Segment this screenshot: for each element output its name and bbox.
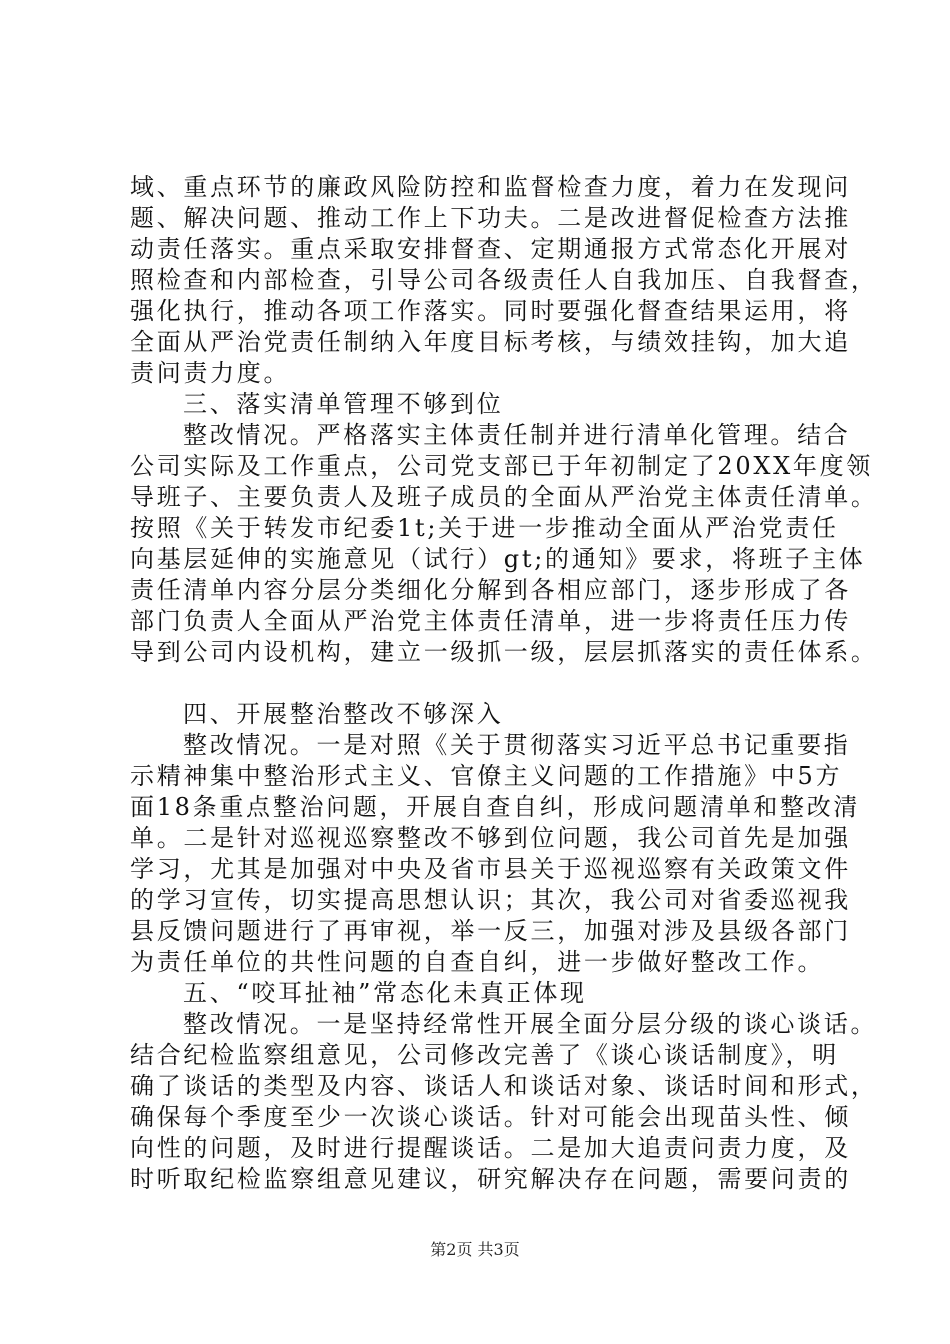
text-line: 部门负责人全面从严治党主体责任清单，进一步将责任压力传 — [130, 607, 851, 635]
text-line: 面18条重点整治问题，开展自查自纠，形成问题清单和整改清 — [130, 793, 861, 821]
text-line: 的学习宣传，切实提高思想认识；其次，我公司对省委巡视我 — [130, 886, 851, 914]
section-heading-5: 五、“咬耳扯袖”常态化未真正体现 — [183, 979, 587, 1007]
text-line: 责任清单内容分层分类细化分解到各相应部门，逐步形成了各 — [130, 576, 851, 604]
text-line: 导班子、主要负责人及班子成员的全面从严治党主体责任清单。 — [130, 483, 878, 511]
text-line: 域、重点环节的廉政风险防控和监督检查力度，着力在发现问 — [130, 173, 851, 201]
text-line: 强化执行，推动各项工作落实。同时要强化督查结果运用，将 — [130, 297, 851, 325]
page-number-footer: 第2页 共3页 — [430, 1240, 520, 1259]
text-line: 整改情况。一是坚持经常性开展全面分层分级的谈心谈话。 — [183, 1010, 878, 1038]
text-line: 整改情况。一是对照《关于贯彻落实习近平总书记重要指 — [183, 731, 851, 759]
text-line: 时听取纪检监察组意见建议，研究解决存在问题，需要问责的 — [130, 1165, 851, 1193]
text-line: 动责任落实。重点采取安排督查、定期通报方式常态化开展对 — [130, 235, 851, 263]
text-line: 整改情况。严格落实主体责任制并进行清单化管理。结合 — [183, 421, 851, 449]
text-line: 向性的问题，及时进行提醒谈话。二是加大追责问责力度，及 — [130, 1134, 851, 1162]
text-line: 公司实际及工作重点，公司党支部已于年初制定了20XX年度领 — [130, 452, 874, 480]
section-heading-3: 三、落实清单管理不够到位 — [183, 390, 504, 418]
text-line: 学习，尤其是加强对中央及省市县关于巡视巡察有关政策文件 — [130, 855, 851, 883]
blank-line — [130, 668, 830, 699]
text-line: 示精神集中整治形式主义、官僚主义问题的工作措施》中5方 — [130, 762, 843, 790]
text-line: 确了谈话的类型及内容、谈话人和谈话对象、谈话时间和形式， — [130, 1072, 878, 1100]
text-line: 确保每个季度至少一次谈心谈话。针对可能会出现苗头性、倾 — [130, 1103, 851, 1131]
text-line: 责问责力度。 — [130, 359, 291, 387]
text-line: 题、解决问题、推动工作上下功夫。二是改进督促检查方法推 — [130, 204, 851, 232]
section-heading-4: 四、开展整治整改不够深入 — [183, 700, 504, 728]
text-line: 按照《关于转发市纪委1t;关于进一步推动全面从严治党责任 — [130, 514, 839, 542]
text-line: 县反馈问题进行了再审视，举一反三，加强对涉及县级各部门 — [130, 917, 851, 945]
text-line: 结合纪检监察组意见，公司修改完善了《谈心谈话制度》，明 — [130, 1041, 839, 1069]
text-line: 全面从严治党责任制纳入年度目标考核，与绩效挂钩，加大追 — [130, 328, 851, 356]
text-line: 为责任单位的共性问题的自查自纠，进一步做好整改工作。 — [130, 948, 825, 976]
text-line: 单。二是针对巡视巡察整改不够到位问题，我公司首先是加强 — [130, 824, 851, 852]
text-line: 导到公司内设机构，建立一级抓一级，层层抓落实的责任体系。 — [130, 638, 878, 666]
text-line: 向基层延伸的实施意见（试行）gt;的通知》要求，将班子主体 — [130, 545, 866, 573]
text-line: 照检查和内部检查，引导公司各级责任人自我加压、自我督查， — [130, 266, 878, 294]
document-body — [130, 172, 878, 1195]
